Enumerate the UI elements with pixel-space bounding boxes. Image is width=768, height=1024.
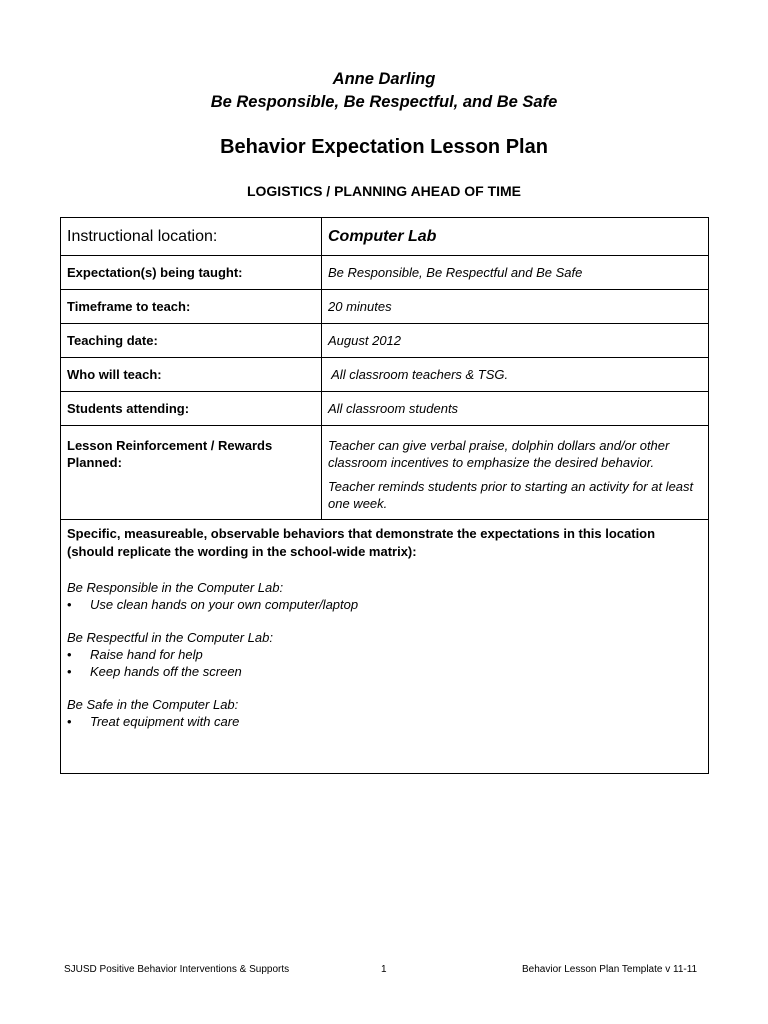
behavior-group-title: Be Safe in the Computer Lab: (67, 697, 239, 712)
list-item (67, 663, 702, 680)
location-label: Instructional location: (67, 228, 218, 245)
list-item (67, 596, 702, 613)
list-item-text: Raise hand for help (90, 647, 203, 662)
rewards-text (328, 426, 702, 512)
bullet-icon: • (67, 714, 72, 729)
rewards-label: Lesson Reinforcement / Rewards Planned: (67, 438, 273, 470)
school-motto: Be Responsible, Be Respectful, and Be Safe (210, 93, 558, 111)
behaviors-heading: Specific, measureable, observable behaviors that demonstrate the expectations in this location (should replicate the wording in the school-wide matrix): (67, 526, 656, 559)
table-row (61, 392, 709, 426)
value-cell (322, 392, 709, 426)
value-cell (322, 256, 709, 290)
value-cell (322, 290, 709, 324)
table-row-behaviors (61, 520, 709, 774)
behavior-group-title: Be Responsible in the Computer Lab: (67, 580, 284, 595)
table-row (61, 358, 709, 392)
rewards-paragraph: Teacher reminds students prior to starting an activity for at least one week. (328, 479, 694, 511)
page-number: 1 (381, 964, 387, 975)
label-cell (61, 290, 322, 324)
rewards-paragraph: Teacher can give verbal praise, dolphin dollars and/or other classroom incentives to emphasize the desired behavior. (328, 438, 670, 470)
behavior-list (67, 596, 702, 613)
list-item-text: Use clean hands on your own computer/laptop (90, 597, 359, 612)
behaviors-cell (61, 520, 709, 774)
value-cell (322, 324, 709, 358)
label-cell (61, 392, 322, 426)
value-cell (322, 358, 709, 392)
table-row (61, 324, 709, 358)
row-label: Teaching date: (67, 333, 158, 348)
bullet-icon: • (67, 647, 72, 662)
list-item (67, 646, 702, 663)
row-value: All classroom teachers & TSG. (328, 367, 509, 382)
footer-organization: SJUSD Positive Behavior Interventions & Supports (64, 964, 290, 975)
list-item (67, 713, 702, 730)
footer-template-version: Behavior Lesson Plan Template v 11-11 (522, 964, 698, 975)
table-row (61, 290, 709, 324)
author-name: Anne Darling (332, 70, 436, 88)
table-row-location (61, 218, 709, 256)
document-title: Behavior Expectation Lesson Plan (220, 136, 548, 158)
row-value: Be Responsible, Be Respectful and Be Safe (328, 265, 583, 280)
behavior-list (67, 646, 702, 680)
label-cell (61, 358, 322, 392)
row-value: All classroom students (328, 401, 459, 416)
bullet-icon: • (67, 664, 72, 679)
list-item-text: Treat equipment with care (90, 714, 240, 729)
table-row-rewards (61, 426, 709, 520)
table-row (61, 256, 709, 290)
label-cell (61, 218, 322, 256)
row-label: Timeframe to teach: (67, 299, 191, 314)
value-cell (322, 218, 709, 256)
row-value: August 2012 (328, 333, 402, 348)
behavior-list (67, 713, 702, 730)
row-label: Expectation(s) being taught: (67, 265, 243, 280)
behavior-group-title: Be Respectful in the Computer Lab: (67, 630, 273, 645)
section-heading: LOGISTICS / PLANNING AHEAD OF TIME (246, 183, 522, 199)
bullet-icon: • (67, 597, 72, 612)
row-label: Who will teach: (67, 367, 162, 382)
label-cell (61, 256, 322, 290)
list-item-text: Keep hands off the screen (90, 664, 242, 679)
location-value: Computer Lab (328, 228, 437, 245)
label-cell (61, 426, 322, 520)
value-cell (322, 426, 709, 520)
row-label: Students attending: (67, 401, 190, 416)
row-value: 20 minutes (328, 299, 392, 314)
label-cell (61, 324, 322, 358)
lesson-plan-table (60, 217, 709, 774)
